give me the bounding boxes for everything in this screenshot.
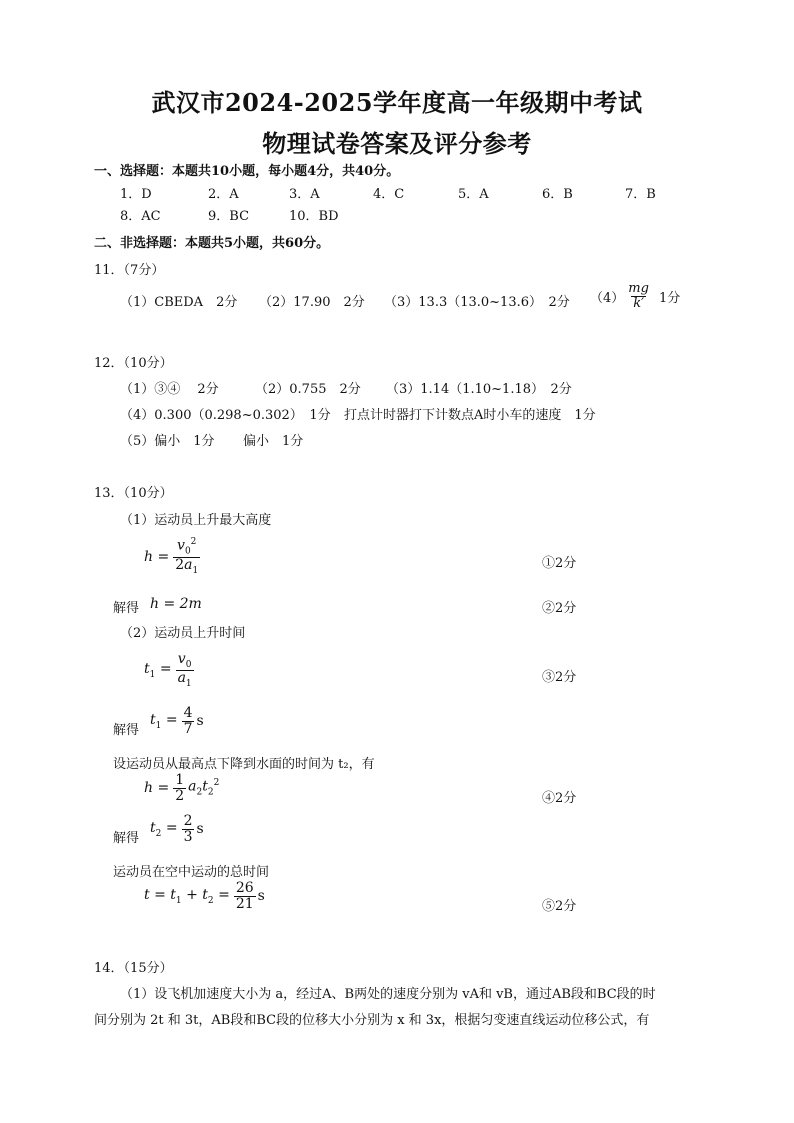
mc-answer-9: 9．BC [208,209,250,224]
q11-fraction-numerator: mg [628,281,649,296]
q11-fraction [626,282,651,310]
q11-answer-2: （2）17.90 2分 [259,295,365,310]
q13-result-1: h = 2m [150,596,202,612]
q12-answer-4: （4）0.300（0.298~0.302） 1分 [120,408,331,423]
mc-answer-1: 1．D [120,187,152,202]
q13-score-3: ③2分 [542,670,577,685]
q14-line-1: （1）设飞机加速度大小为 a，经过A、B两处的速度分别为 vA和 vB，通过AB段和BC段的时 [120,987,656,1002]
q12-heading: 12．（10分） [94,356,173,371]
q13-result-2: $t_1$ = $\frac{4}{7}$ s [150,705,204,737]
q13-solve-label-2: 解得 [113,723,140,738]
q12-answer-2: （2）0.755 2分 [255,382,361,397]
q13-heading: 13．（10分） [94,486,173,501]
q13-part1-text: （1）运动员上升最大高度 [120,513,272,528]
mc-answer-4: 4．C [373,187,405,202]
q12-answer-5a: （5）偏小 1分 [120,434,215,449]
q13-part4-text: 运动员在空中运动的总时间 [113,865,270,880]
q11-heading: 11．（7分） [94,263,165,278]
mc-answer-5: 5．A [458,187,489,202]
q13-score-4: ④2分 [542,791,577,806]
document-subtitle: 物理试卷答案及评分参考 [262,129,532,158]
q12-answer-5b: 偏小 1分 [243,434,304,449]
mc-answer-10: 10．BD [289,209,339,224]
q11-answer-4-score: 1分 [658,290,681,306]
q12-answer-4-note: 打点计时器打下计数点A时小车的速度 1分 [344,408,596,423]
q13-equation-4: $t = t_1 + t_2$ = $\frac{26}{21}$ s [144,880,265,912]
q13-score-5: ⑤2分 [542,899,577,914]
q11-answer-1: （1）CBEDA 2分 [120,295,238,310]
q13-equation-3: h = $\frac{1}{2}$ $a_2t_2^2$ [144,772,220,804]
q11-answer-3: （3）13.3（13.0~13.6） 2分 [384,295,570,310]
q14-line-2: 间分别为 2t 和 3t，AB段和BC段的位移大小分别为 x 和 3x，根据匀变速直线运动位移公式，有 [94,1013,650,1028]
q13-part3-text: 设运动员从最高点下降到水面的时间为 t₂，有 [113,757,375,772]
mc-answer-2: 2．A [208,187,239,202]
q13-result-3: $t_2$ = $\frac{2}{3}$ s [150,813,204,845]
mc-answer-3: 3．A [289,187,320,202]
mc-answer-6: 6．B [542,187,573,202]
q11-fraction-denominator: k′ [633,295,645,311]
q13-score-1: ①2分 [542,556,577,571]
q12-answer-3: （3）1.14（1.10~1.18） 2分 [386,382,572,397]
mc-answer-8: 8．AC [120,209,161,224]
q13-solve-label-1: 解得 [113,601,140,616]
q13-solve-label-3: 解得 [113,831,140,846]
part1-heading: 一、选择题：本题共10小题，每小题4分，共40分。 [94,164,400,179]
q13-score-2: ②2分 [542,601,577,616]
q13-equation-1: h = $\frac{v_0^2}{2a_1}$ [144,537,199,576]
q14-heading: 14．（15分） [94,961,173,976]
mc-answer-7: 7．B [625,187,656,202]
q13-equation-2: $t_1$ = $\frac{v_0}{a_1}$ [144,651,192,690]
q11-answer-4-prefix: （4） [590,290,625,306]
part2-heading: 二、非选择题：本题共5小题，共60分。 [94,236,330,251]
q13-part2-text: （2）运动员上升时间 [120,626,246,641]
document-title: 武汉市2024-2025学年度高一年级期中考试 [151,88,643,117]
q12-answer-1: （1）③④ 2分 [120,382,219,397]
q11-answer-4 [590,282,680,310]
